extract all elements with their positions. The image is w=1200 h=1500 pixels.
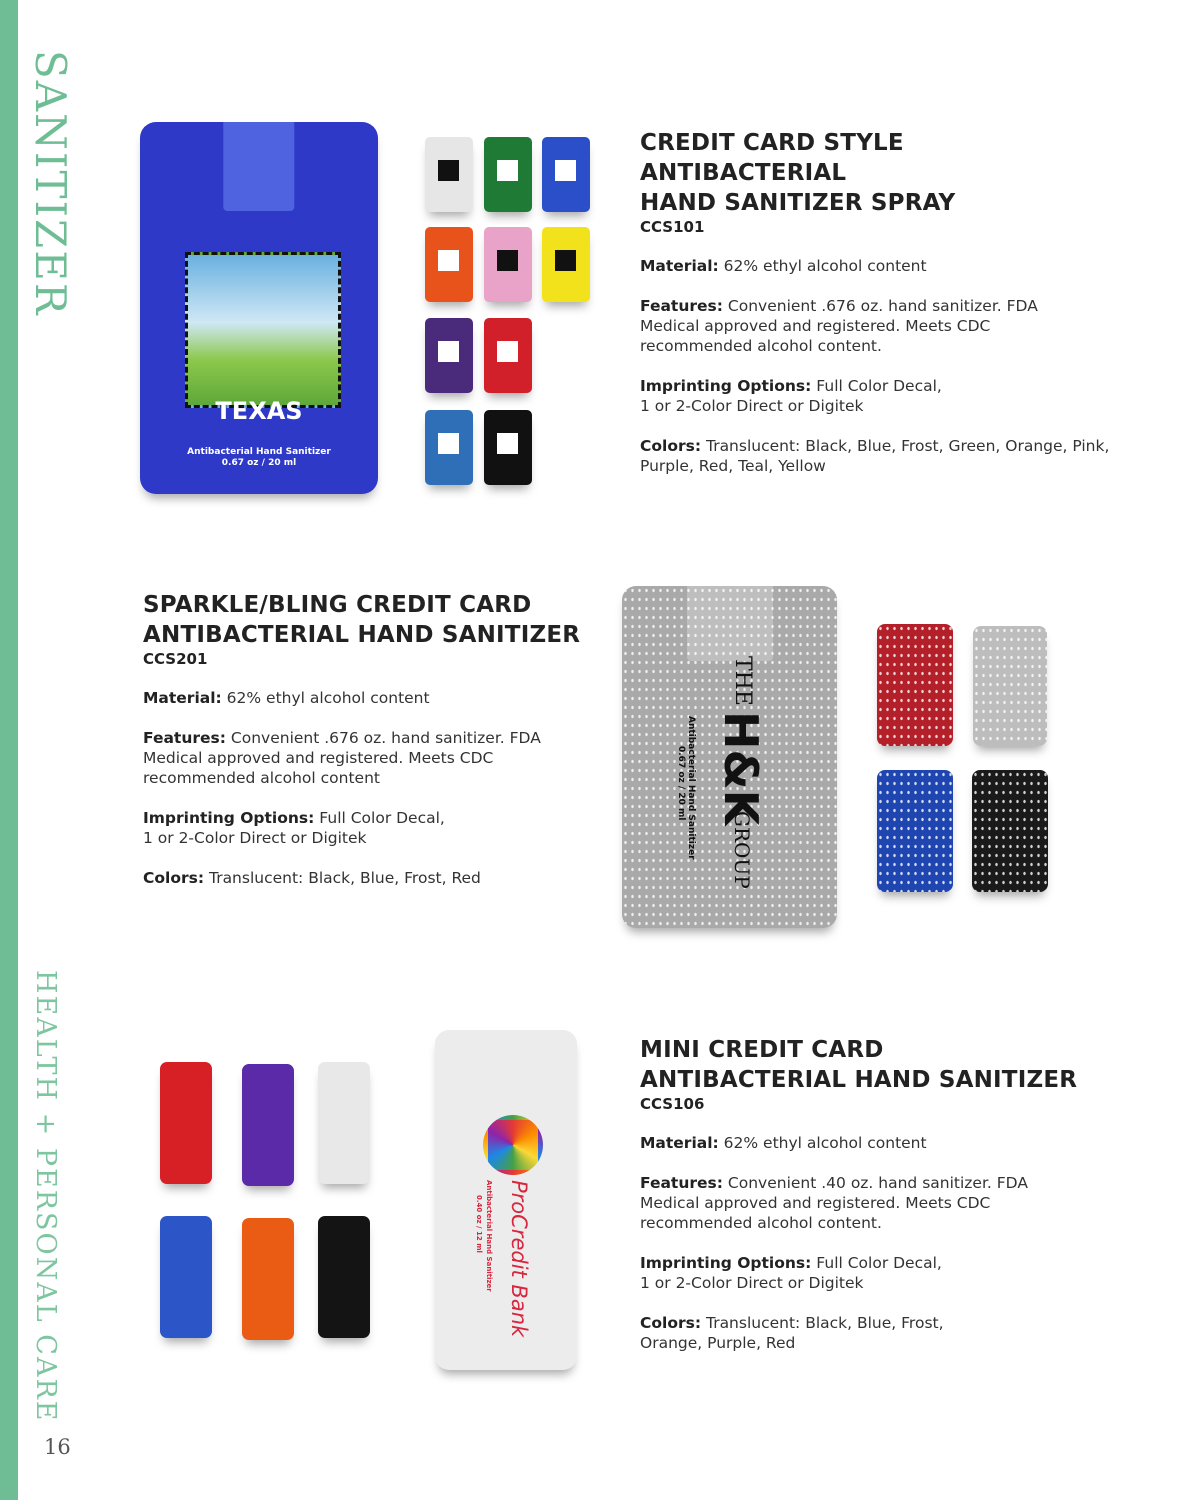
swatch-green [484, 137, 532, 212]
product-sku: CCS201 [143, 650, 208, 668]
page-number: 16 [44, 1435, 71, 1459]
product-title: SPARKLE/BLING CREDIT CARD ANTIBACTERIAL HAND SANITIZER [143, 592, 581, 648]
product-ccs101 [640, 128, 1110, 496]
product-ccs106 [640, 1035, 1090, 1373]
swatch-teal [425, 410, 473, 485]
product-ccs201 [143, 590, 583, 908]
swatch-blue [542, 137, 590, 212]
procredit-brand: ProCredit Bank [507, 1180, 531, 1338]
section-title-health-personal-care: HEALTH + PERSONAL CARE [30, 970, 61, 1423]
colors-spec: Colors: Translucent: Black, Blue, Frost, Green, Orange, Pink, Purple, Red, Teal, Yellow [640, 437, 1110, 475]
section-title-sanitizer: SANITIZER [26, 50, 75, 317]
product-image-ccs201-main: THE H&K GROUP Antibacterial Hand Sanitizer 0.67 oz / 20 ml [622, 586, 837, 928]
swatch-red [160, 1062, 212, 1184]
swatch-black [972, 770, 1048, 892]
swatch-frost [973, 626, 1047, 746]
features-spec: Features: Convenient .676 oz. hand sanitizer. FDA Medical approved and registered. Meets CDC recommended alcohol content [143, 729, 541, 787]
swatch-frost [425, 137, 473, 212]
swatch-blue [160, 1216, 212, 1338]
material-spec: Material: 62% ethyl alcohol content [640, 257, 927, 275]
product-sku: CCS106 [640, 1095, 705, 1113]
swatch-red [877, 624, 953, 746]
swatch-pink [484, 227, 532, 302]
imprinting-spec: Imprinting Options: Full Color Decal, 1 or 2-Color Direct or Digitek [640, 1254, 942, 1292]
texas-label: TEXAS [215, 397, 303, 425]
procredit-globe-logo [483, 1115, 543, 1175]
imprinting-spec: Imprinting Options: Full Color Decal, 1 or 2-Color Direct or Digitek [143, 809, 445, 847]
swatch-red [484, 318, 532, 393]
swatch-purple [425, 318, 473, 393]
product-sku: CCS101 [640, 218, 705, 236]
colors-spec: Colors: Translucent: Black, Blue, Frost, Orange, Purple, Red [640, 1314, 944, 1352]
imprinting-spec: Imprinting Options: Full Color Decal, 1 or 2-Color Direct or Digitek [640, 377, 942, 415]
sidebar-accent-bar [0, 0, 18, 1500]
swatch-orange [425, 227, 473, 302]
swatch-purple [242, 1064, 294, 1186]
product-image-ccs101-main: TEXAS Antibacterial Hand Sanitizer 0.67 oz / 20 ml [140, 122, 378, 494]
product-image-ccs106-main: ProCredit Bank Antibacterial Hand Sanitizer 0.40 oz / 12 ml [435, 1030, 577, 1370]
product-title: MINI CREDIT CARD ANTIBACTERIAL HAND SANITIZER [640, 1037, 1078, 1093]
material-spec: Material: 62% ethyl alcohol content [640, 1134, 927, 1152]
swatch-yellow [542, 227, 590, 302]
swatch-black [484, 410, 532, 485]
swatch-black [318, 1216, 370, 1338]
swatch-frost [318, 1062, 370, 1184]
features-spec: Features: Convenient .40 oz. hand sanitizer. FDA Medical approved and registered. Meets CDC recommended alcohol content. [640, 1174, 1028, 1232]
texas-stamp-graphic [185, 252, 341, 408]
material-spec: Material: 62% ethyl alcohol content [143, 689, 430, 707]
swatch-blue [877, 770, 953, 892]
hk-logo: H&K [714, 711, 768, 826]
swatch-orange [242, 1218, 294, 1340]
product-title: CREDIT CARD STYLE ANTIBACTERIAL HAND SANITIZER SPRAY [640, 130, 956, 216]
features-spec: Features: Convenient .676 oz. hand sanitizer. FDA Medical approved and registered. Meets CDC recommended alcohol content. [640, 297, 1038, 355]
colors-spec: Colors: Translucent: Black, Blue, Frost, Red [143, 869, 481, 887]
